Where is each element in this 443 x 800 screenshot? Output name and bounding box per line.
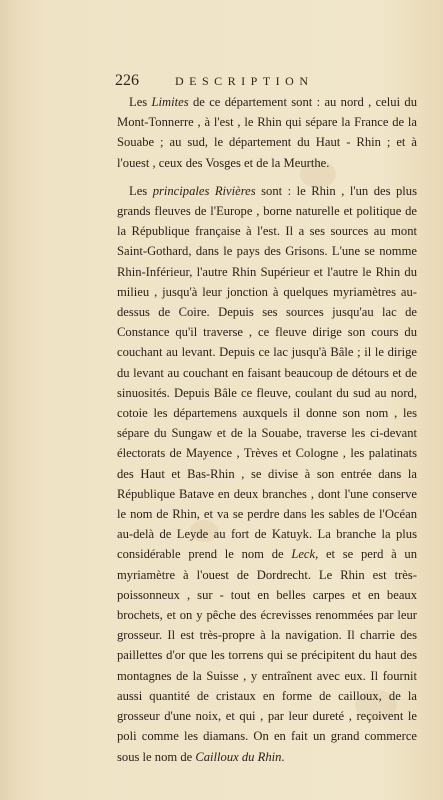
text-segment: sont : le Rhin , l'un des plus grands fleuves de l'Europe , borne naturelle et politique de la République française à l'est. Il a ses sources au mont Saint-Gothard, dans le pays des Grisons. L'une se nomme Rhin-Inférieur, l'autre Rhin Supérieur et l'autre le Rhin du milieu , jusqu'à leur jonction à quelques myriamètres au-dessus de Coire. Depuis ses sources jusqu'au lac de Constance qu'il traverse , ce fleuve dirige son cours du couchant au levant. Depuis ce lac jusqu'à Bâle ; il le dirige du levant au couchant en faisant beaucoup de détours et de sinuosités. Depuis Bâle ce fleuve, coulant du sud au nord, cotoie les départemens auxquels il donne son nom , les sépare du Sungaw et de la Souabe, traverse les ci-devant électorats de Mayence , Trèves et Cologne , les palatinats des Haut et Bas-Rhin , se divise à son entrée dans la République Batave en deux branches , dont l'une conserve le nom de Rhin, et va se perdre dans les sables de l'Océan au-delà de Leyde au fort de Katuyk. La branche la plus considérable prend le nom de [117, 183, 417, 562]
page-number: 226 [115, 72, 139, 89]
italic-term: Cailloux du Rhin [195, 749, 282, 764]
text-segment: Les [129, 183, 153, 198]
text-segment: , et se perd à un myriamètre à l'ouest de Dordrecht. Le Rhin est très-poissonneux , sur - tout en belles carpes et en beaux brochets, et on y pêche des écrevisses renommées par leur grosseur. Il est très-propre à la navigation. Il charrie des paillettes d'or que les torrens qui se précipitent du haut des montagnes de la Suisse , y entraînent avec eux. Il fournit aussi quantité de cristaux en forme de cailloux, de la grosseur d'une noix, et qui , par leur dureté , reçoivent le poli comme les diamans. On en fait un grand commerce sous le nom de [117, 547, 418, 764]
italic-term: Leck [291, 547, 316, 562]
paragraph [117, 92, 417, 173]
text-segment: de ce département sont : au nord , celui du Mont-Tonnerre , à l'est , le Rhin qui sépare la France de la Souabe ; au sud, le département du Haut - Rhin ; et à l'ouest , ceux des Vosges et de la Meurthe. [117, 95, 417, 170]
running-head: DESCRIPTION [175, 74, 314, 88]
paragraph [117, 181, 417, 767]
page-header [115, 70, 383, 92]
text-segment: Les [129, 95, 152, 109]
italic-term: Limites [151, 95, 189, 109]
text-segment: . [281, 749, 285, 764]
body-text [117, 92, 417, 767]
italic-term: principales Rivières [152, 183, 256, 198]
